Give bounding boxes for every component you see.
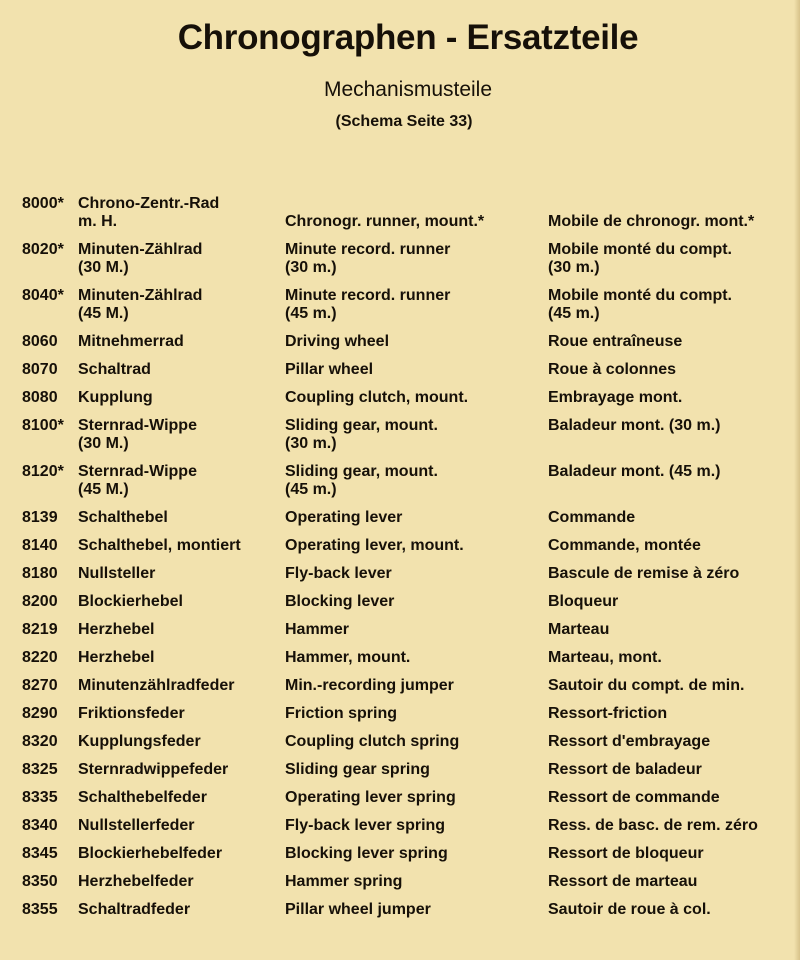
part-name-german: Friktionsfeder (78, 705, 185, 722)
section-subtitle: Mechanismusteile (323, 78, 493, 101)
part-name-french: Mobile monté du compt. (45 m.) (548, 287, 732, 322)
part-name-english: Minute record. runner (30 m.) (285, 241, 451, 276)
part-name-french: Bascule de remise à zéro (548, 565, 740, 582)
part-name-english: Minute record. runner (45 m.) (285, 287, 451, 322)
part-name-french: Ressort-friction (548, 705, 668, 722)
part-name-french: Ress. de basc. de rem. zéro (548, 817, 758, 834)
part-number: 8335 (22, 789, 58, 806)
part-name-english: Pillar wheel (285, 361, 374, 378)
page-edge-shadow (794, 0, 800, 960)
part-name-french: Ressort de marteau (548, 873, 698, 890)
schema-reference: (Schema Seite 33) (335, 113, 473, 130)
table-row (0, 463, 800, 503)
part-name-french: Commande (548, 509, 636, 526)
part-name-english: Chronogr. runner, mount.* (285, 213, 485, 230)
part-name-french: Ressort d'embrayage (548, 733, 711, 750)
part-name-german: Schalthebel (78, 509, 168, 526)
part-number: 8350 (22, 873, 58, 890)
part-name-french: Ressort de baladeur (548, 761, 702, 778)
part-name-english: Fly-back lever spring (285, 817, 446, 834)
part-name-german: Herzhebelfeder (78, 873, 194, 890)
part-number: 8180 (22, 565, 58, 582)
table-row (0, 195, 800, 235)
part-number: 8020* (22, 241, 64, 258)
part-number: 8325 (22, 761, 58, 778)
part-name-english: Fly-back lever (285, 565, 392, 582)
part-name-german: Minutenzählradfeder (78, 677, 235, 694)
part-name-english: Driving wheel (285, 333, 390, 350)
part-name-french: Ressort de commande (548, 789, 720, 806)
part-number: 8345 (22, 845, 58, 862)
part-name-german: Blockierhebel (78, 593, 183, 610)
table-row (0, 417, 800, 457)
part-name-german: Minuten-Zählrad (30 M.) (78, 241, 203, 276)
part-name-french: Sautoir de roue à col. (548, 901, 711, 918)
part-name-french: Roue entraîneuse (548, 333, 683, 350)
part-name-english: Operating lever, mount. (285, 537, 464, 554)
part-name-english: Pillar wheel jumper (285, 901, 431, 918)
part-name-english: Sliding gear, mount. (30 m.) (285, 417, 438, 452)
part-name-french: Mobile de chronogr. mont.* (548, 213, 755, 230)
part-name-german: Nullsteller (78, 565, 156, 582)
part-name-english: Hammer, mount. (285, 649, 411, 666)
part-name-english: Blocking lever spring (285, 845, 448, 862)
part-name-english: Coupling clutch, mount. (285, 389, 469, 406)
part-name-german: Chrono-Zentr.-Rad m. H. (78, 195, 220, 230)
part-name-french: Embrayage mont. (548, 389, 683, 406)
part-name-english: Operating lever (285, 509, 403, 526)
part-number: 8120* (22, 463, 64, 480)
table-row (0, 901, 800, 941)
part-name-german: Sternrad-Wippe (30 M.) (78, 417, 197, 452)
part-name-french: Ressort de bloqueur (548, 845, 704, 862)
part-name-german: Sternrad-Wippe (45 M.) (78, 463, 197, 498)
part-number: 8060 (22, 333, 58, 350)
part-number: 8270 (22, 677, 58, 694)
part-name-french: Marteau, mont. (548, 649, 662, 666)
part-name-english: Sliding gear spring (285, 761, 430, 778)
part-name-english: Operating lever spring (285, 789, 456, 806)
table-row (0, 287, 800, 327)
part-name-french: Bloqueur (548, 593, 619, 610)
part-number: 8200 (22, 593, 58, 610)
part-name-french: Baladeur mont. (30 m.) (548, 417, 721, 434)
table-row (0, 241, 800, 281)
part-name-german: Schalthebelfeder (78, 789, 207, 806)
part-name-german: Sternradwippefeder (78, 761, 229, 778)
page-title: Chronographen - Ersatzteile (177, 18, 639, 57)
part-number: 8320 (22, 733, 58, 750)
part-number: 8070 (22, 361, 58, 378)
part-number: 8000* (22, 195, 64, 212)
part-name-german: Kupplung (78, 389, 153, 406)
part-name-english: Hammer (285, 621, 350, 638)
part-number: 8340 (22, 817, 58, 834)
part-name-english: Blocking lever (285, 593, 395, 610)
part-name-french: Marteau (548, 621, 610, 638)
part-name-german: Mitnehmerrad (78, 333, 184, 350)
part-name-english: Coupling clutch spring (285, 733, 460, 750)
part-name-german: Schaltrad (78, 361, 151, 378)
part-name-german: Blockierhebelfeder (78, 845, 223, 862)
part-number: 8139 (22, 509, 58, 526)
part-name-german: Herzhebel (78, 649, 155, 666)
part-number: 8140 (22, 537, 58, 554)
part-name-french: Baladeur mont. (45 m.) (548, 463, 721, 480)
part-name-german: Schalthebel, montiert (78, 537, 241, 554)
part-name-german: Herzhebel (78, 621, 155, 638)
part-name-french: Commande, montée (548, 537, 701, 554)
part-name-german: Kupplungsfeder (78, 733, 201, 750)
part-name-english: Sliding gear, mount. (45 m.) (285, 463, 438, 498)
part-name-german: Nullstellerfeder (78, 817, 195, 834)
part-name-english: Min.-recording jumper (285, 677, 454, 694)
part-name-french: Roue à colonnes (548, 361, 677, 378)
part-name-german: Schaltradfeder (78, 901, 191, 918)
part-number: 8355 (22, 901, 58, 918)
part-name-french: Sautoir du compt. de min. (548, 677, 745, 694)
part-number: 8220 (22, 649, 58, 666)
part-number: 8080 (22, 389, 58, 406)
part-name-english: Friction spring (285, 705, 397, 722)
part-number: 8290 (22, 705, 58, 722)
part-number: 8040* (22, 287, 64, 304)
part-name-french: Mobile monté du compt. (30 m.) (548, 241, 732, 276)
part-name-english: Hammer spring (285, 873, 403, 890)
part-number: 8100* (22, 417, 64, 434)
part-name-german: Minuten-Zählrad (45 M.) (78, 287, 203, 322)
part-number: 8219 (22, 621, 58, 638)
